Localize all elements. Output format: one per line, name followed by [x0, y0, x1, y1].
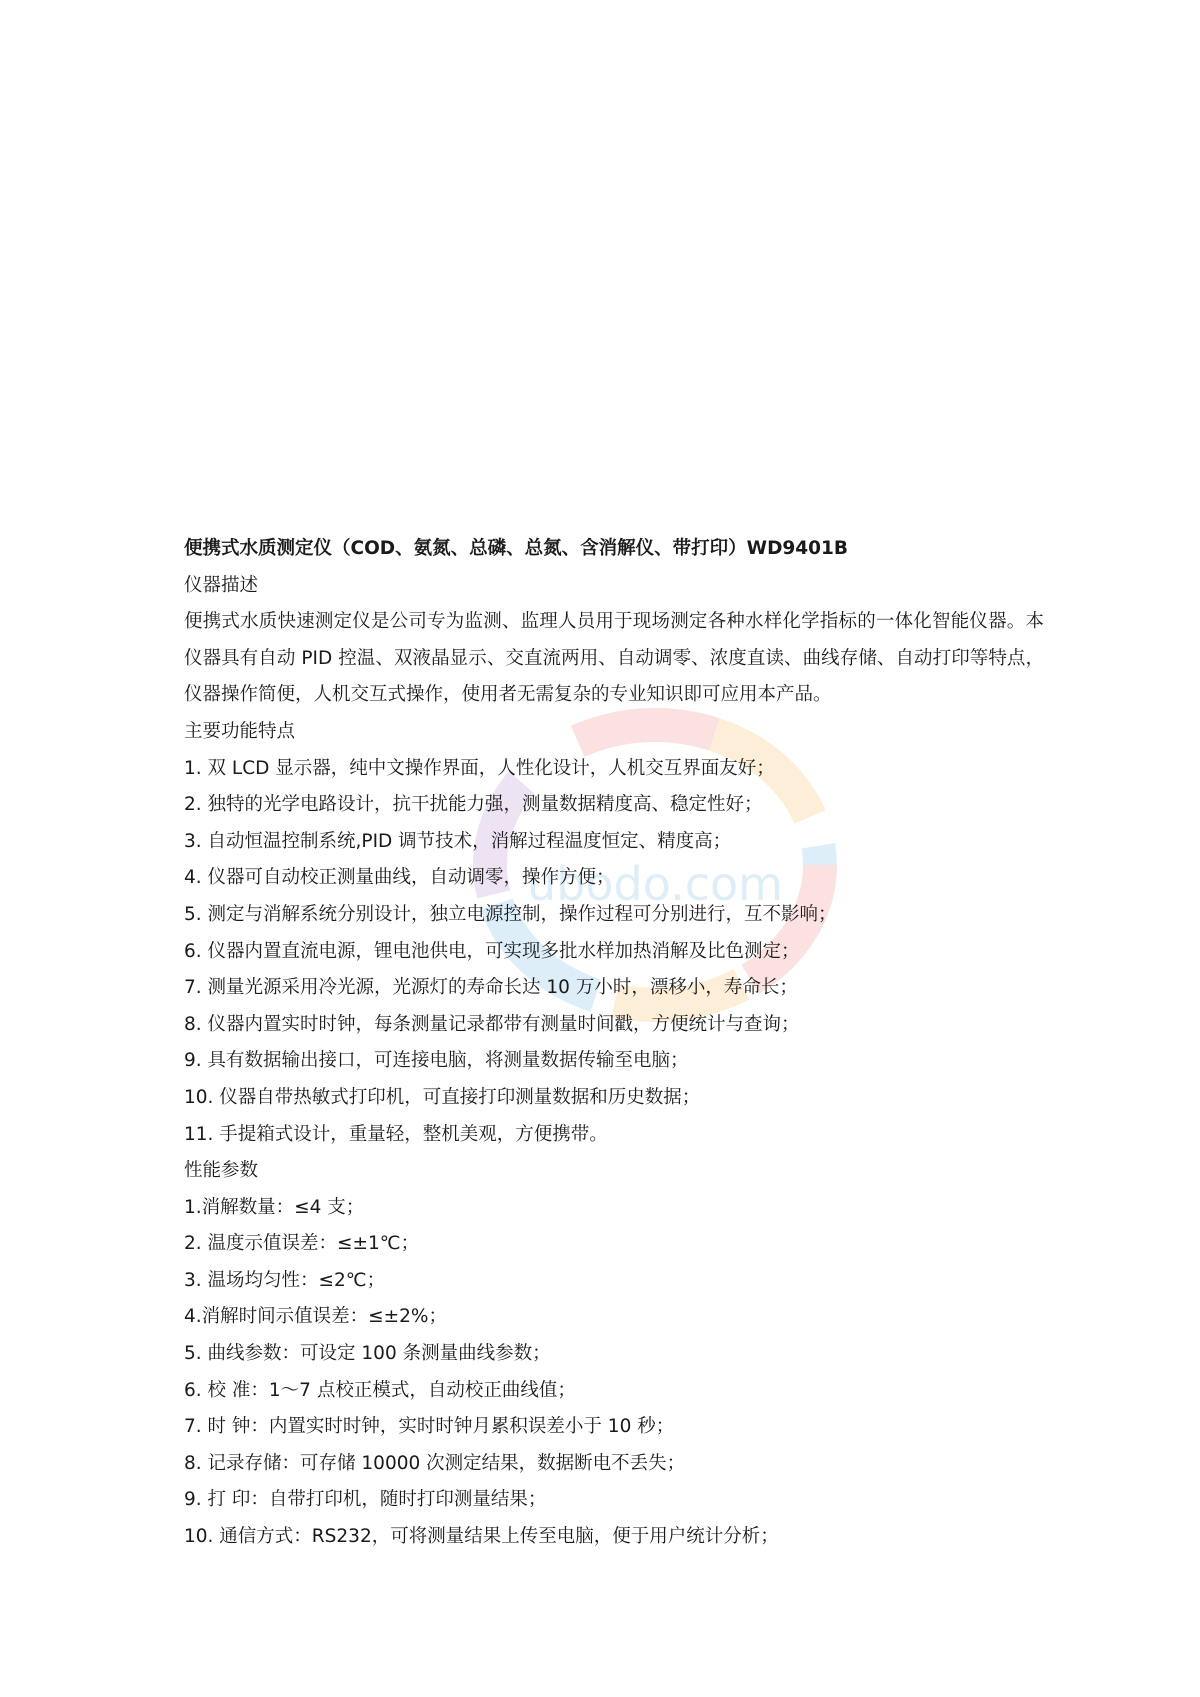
feature-item: 2. 独特的光学电路设计，抗干扰能力强，测量数据精度高、稳定性好； — [184, 794, 763, 816]
feature-item: 10. 仪器自带热敏式打印机，可直接打印测量数据和历史数据； — [184, 1086, 701, 1108]
watermark-text: ubodo.com — [527, 857, 783, 911]
specs-list — [184, 1190, 1044, 1556]
section-heading-specs: 性能参数 — [184, 1160, 259, 1182]
feature-item: 11. 手提箱式设计，重量轻，整机美观，方便携带。 — [184, 1123, 608, 1145]
section-heading-description: 仪器描述 — [184, 574, 259, 596]
document-title: 便携式水质测定仪（COD、氨氮、总磷、总氮、含消解仪、带打印）WD9401B — [184, 538, 849, 559]
spec-item: 8. 记录存储：可存储 10000 次测定结果，数据断电不丢失； — [184, 1452, 686, 1474]
spec-item: 4.消解时间示值误差：≤±2%； — [184, 1306, 448, 1328]
spec-item: 1.消解数量：≤4 支； — [184, 1196, 365, 1218]
section-heading-features: 主要功能特点 — [184, 720, 296, 742]
spec-item: 6. 校 准：1～7 点校正模式，自动校正曲线值； — [184, 1379, 576, 1401]
features-list — [184, 751, 1044, 1154]
spec-item: 10. 通信方式：RS232，可将测量结果上传至电脑，便于用户统计分析； — [184, 1526, 779, 1548]
feature-item: 9. 具有数据输出接口，可连接电脑，将测量数据传输至电脑； — [184, 1050, 689, 1072]
feature-item: 3. 自动恒温控制系统,PID 调节技术，消解过程温度恒定、精度高； — [184, 830, 732, 852]
feature-item: 4. 仪器可自动校正测量曲线，自动调零，操作方便； — [184, 867, 615, 889]
spec-item: 7. 时 钟：内置实时时钟，实时时钟月累积误差小于 10 秒； — [184, 1416, 675, 1438]
description-paragraph: 便携式水质快速测定仪是公司专为监测、监理人员用于现场测定各种水样化学指标的一体化智能仪器。本仪器具有自动 PID 控温、双液晶显示、交直流两用、自动调零、浓度直读、曲线存储、自动打印等特点，仪器操作简便，人机交互式操作，使用者无需复杂的专业知识即可应用本产品。 — [184, 611, 1044, 706]
feature-item: 6. 仪器内置直流电源，锂电池供电，可实现多批水样加热消解及比色测定； — [184, 940, 800, 962]
feature-item: 8. 仪器内置实时时钟，每条测量记录都带有测量时间戳，方便统计与查询； — [184, 1013, 800, 1035]
document-body — [184, 531, 1044, 1556]
spec-item: 3. 温场均匀性：≤2℃； — [184, 1269, 386, 1291]
spec-item: 9. 打 印：自带打印机，随时打印测量结果； — [184, 1489, 547, 1511]
feature-item: 1. 双 LCD 显示器，纯中文操作界面，人性化设计，人机交互界面友好； — [184, 757, 775, 779]
feature-item: 7. 测量光源采用冷光源，光源灯的寿命长达 10 万小时，漂移小，寿命长； — [184, 977, 798, 999]
spec-item: 2. 温度示值误差：≤±1℃； — [184, 1233, 420, 1255]
spec-item: 5. 曲线参数：可设定 100 条测量曲线参数； — [184, 1343, 551, 1365]
feature-item: 5. 测定与消解系统分别设计，独立电源控制，操作过程可分别进行，互不影响； — [184, 903, 837, 925]
